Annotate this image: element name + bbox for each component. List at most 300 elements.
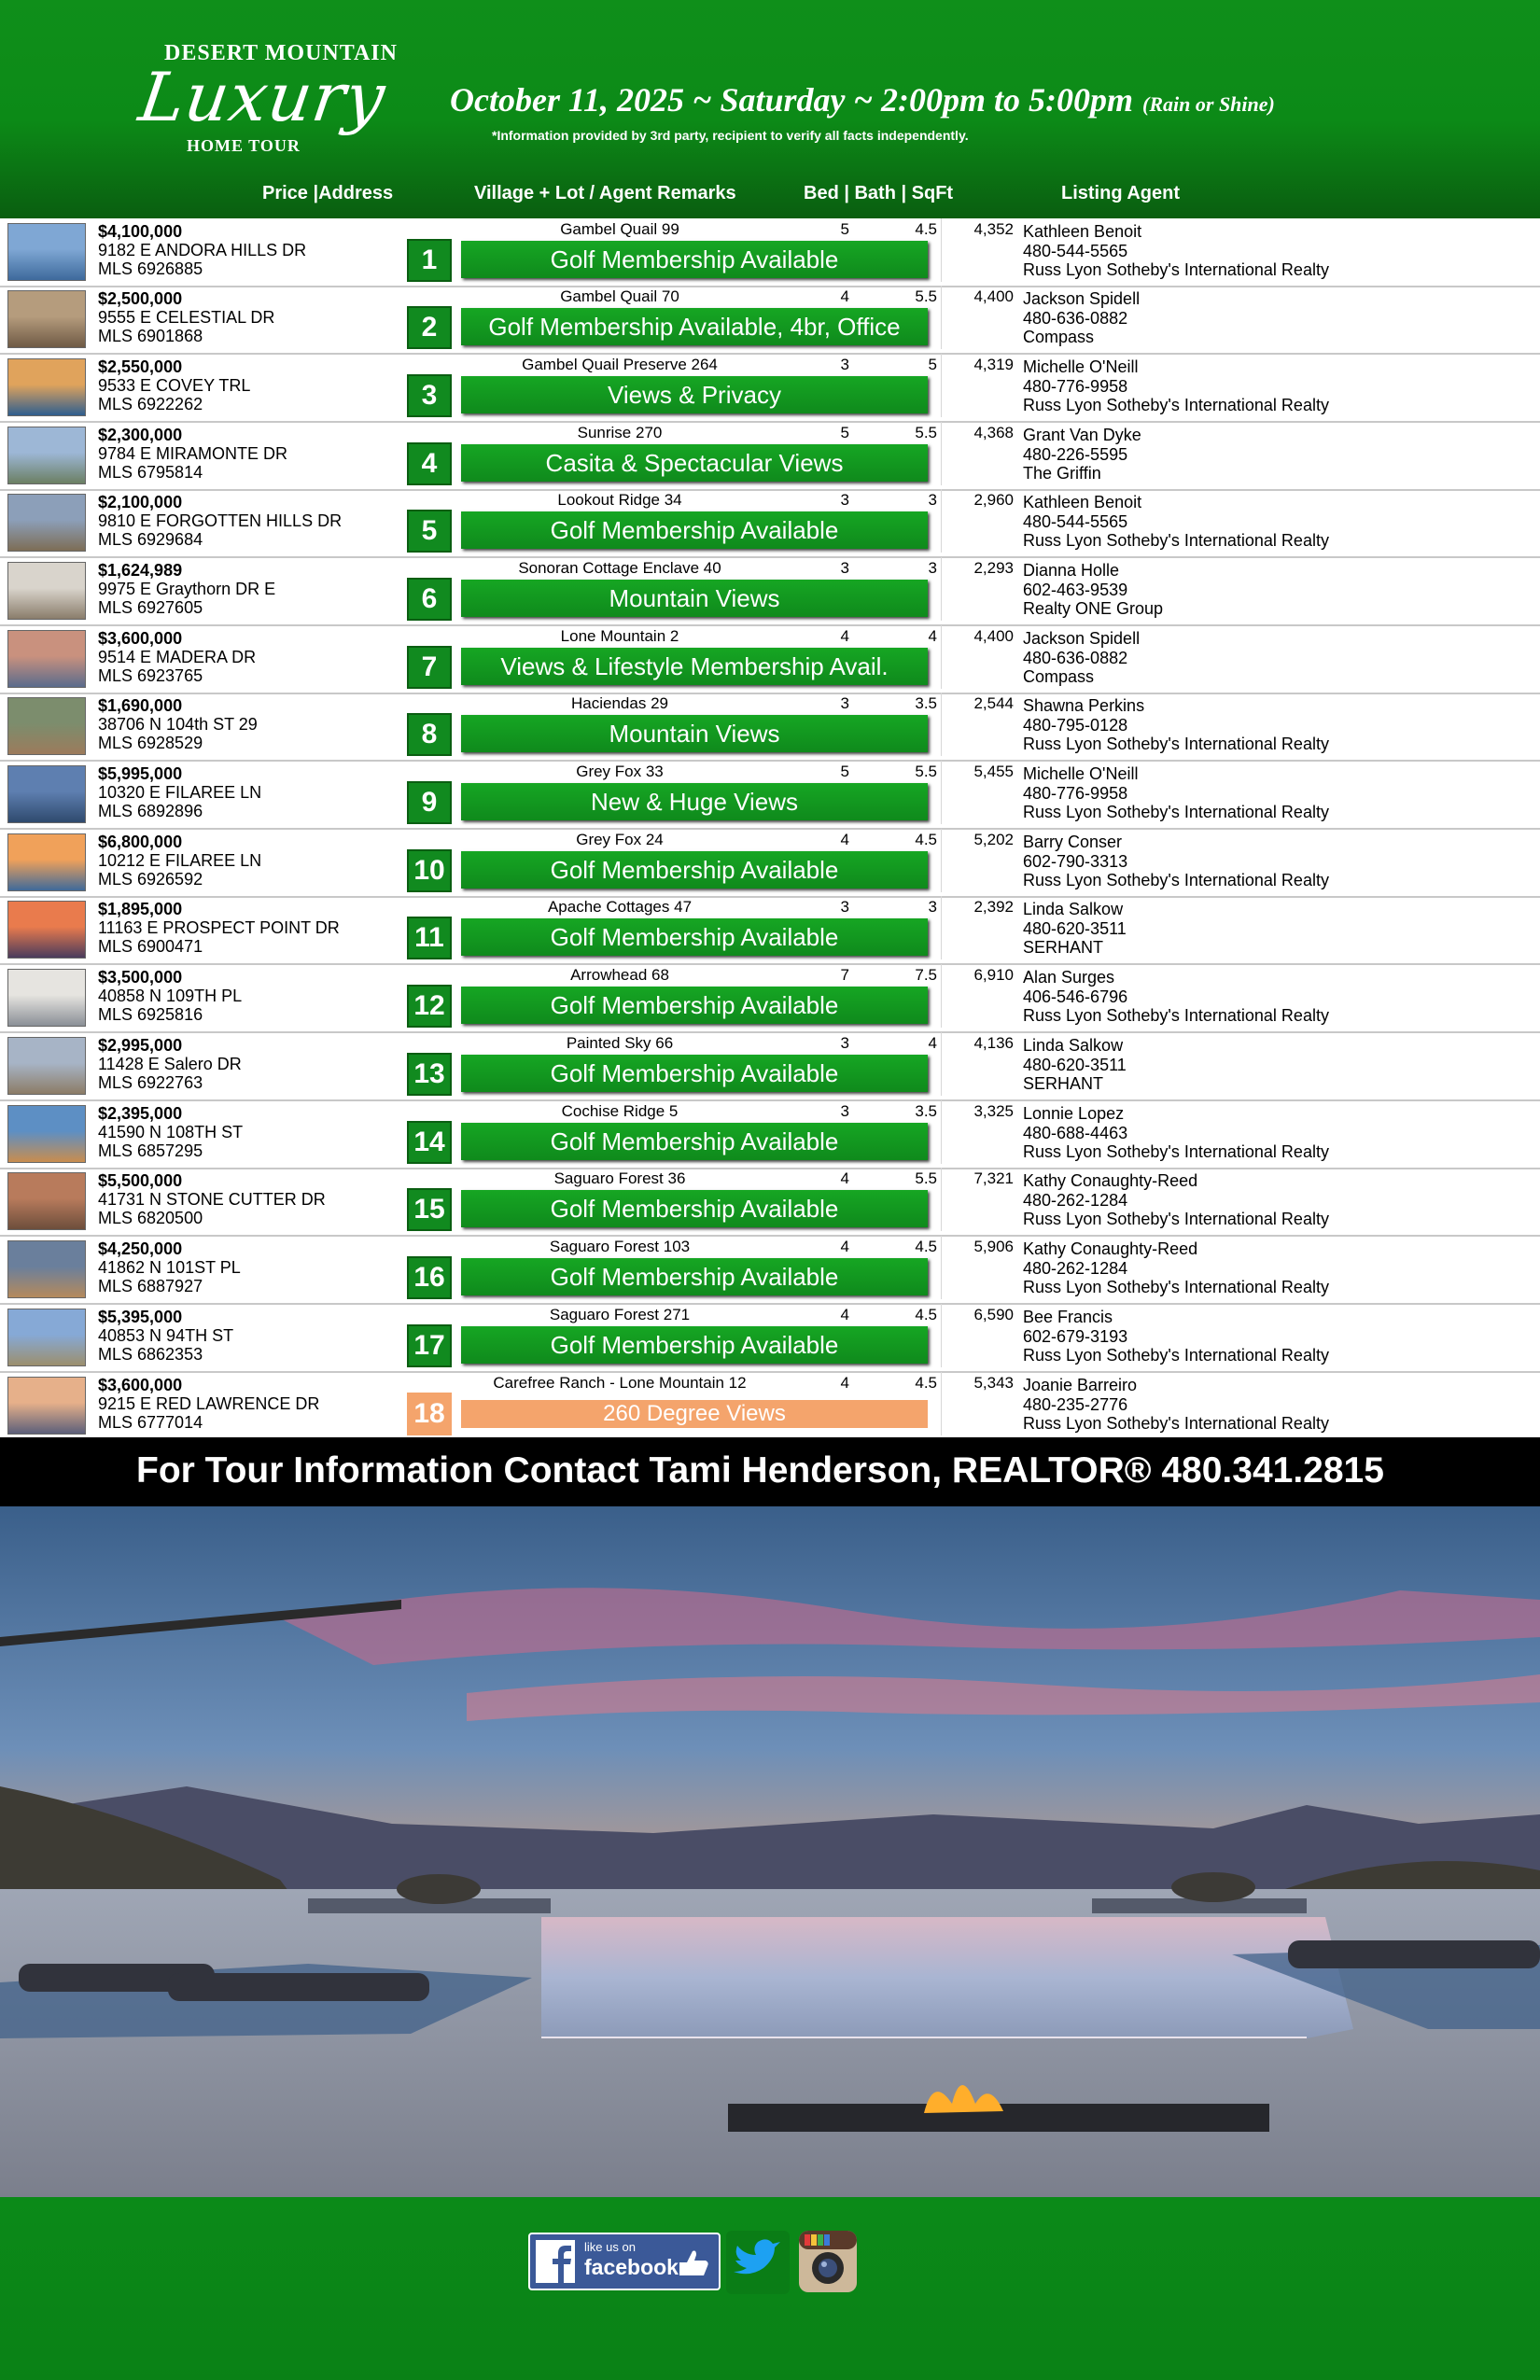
instagram-icon[interactable] (797, 2229, 859, 2294)
listing-village-lot: Grey Fox 24 (576, 831, 664, 848)
agent-company: Russ Lyon Sotheby's International Realty (1023, 1142, 1329, 1161)
listing-remark: Golf Membership Available (461, 1326, 928, 1364)
listing-price: $2,100,000 (98, 493, 183, 511)
listing-thumbnail[interactable] (7, 1172, 86, 1230)
agent-company: Russ Lyon Sotheby's International Realty (1023, 1414, 1329, 1433)
contact-bar (0, 1437, 1540, 1506)
listing-sqft: 3,325 (973, 1102, 1014, 1120)
column-divider (941, 1100, 942, 1164)
listing-bed: 5 (840, 763, 849, 780)
agent-company: Russ Lyon Sotheby's International Realty (1023, 871, 1329, 889)
footer-banner (0, 2197, 1540, 2380)
listing-number-badge: 15 (407, 1188, 452, 1231)
listing-price: $3,500,000 (98, 968, 183, 987)
listing-bath: 5 (928, 356, 937, 373)
listing-sqft: 5,343 (973, 1374, 1014, 1392)
listing-address: 9215 E RED LAWRENCE DR (98, 1394, 320, 1413)
listing-number-badge: 14 (407, 1121, 452, 1164)
listing-village-lot: Apache Cottages 47 (547, 898, 693, 916)
listing-remark: Golf Membership Available (461, 1055, 928, 1092)
listing-row (0, 1032, 1540, 1101)
agent-phone[interactable]: 602-679-3193 (1023, 1326, 1128, 1346)
agent-name: Linda Salkow (1023, 1036, 1124, 1055)
agent-name: Joanie Barreiro (1023, 1376, 1138, 1394)
listing-agent (1023, 696, 1329, 754)
listing-bath: 4.5 (915, 220, 937, 238)
listing-price: $2,500,000 (98, 289, 183, 308)
listing-remark: Golf Membership Available (461, 851, 928, 889)
listing-bed: 3 (840, 356, 849, 373)
facebook-label-small: like us on (584, 2240, 636, 2254)
listing-remark: Mountain Views (461, 580, 928, 617)
agent-phone[interactable]: 480-262-1284 (1023, 1190, 1128, 1210)
listing-price: $1,624,989 (98, 561, 183, 580)
agent-name: Jackson Spidell (1023, 629, 1141, 648)
event-weather: (Rain or Shine) (1142, 92, 1275, 116)
agent-name: Michelle O'Neill (1023, 764, 1139, 783)
listing-village-lot: Sonoran Cottage Enclave 40 (518, 559, 721, 577)
agent-name: Kathy Conaughty-Reed (1023, 1239, 1198, 1258)
listing-thumbnail[interactable] (7, 630, 86, 688)
agent-phone[interactable]: 480-620-3511 (1023, 1055, 1127, 1074)
listing-address: 40853 N 94TH ST (98, 1326, 234, 1345)
listing-bed: 3 (840, 1102, 849, 1120)
listing-address: 9784 E MIRAMONTE DR (98, 444, 288, 463)
listing-sqft: 4,400 (973, 287, 1014, 305)
listing-village-lot: Gambel Quail 70 (560, 287, 679, 305)
listing-bath: 3 (928, 491, 937, 509)
listing-village-lot: Gambel Quail 99 (560, 220, 679, 238)
agent-company: Russ Lyon Sotheby's International Realty (1023, 1006, 1329, 1025)
agent-company: Russ Lyon Sotheby's International Realty (1023, 1346, 1329, 1365)
agent-name: Lonnie Lopez (1023, 1104, 1125, 1123)
column-divider (941, 1372, 942, 1435)
agent-company: The Griffin (1023, 464, 1101, 483)
listing-address: 11163 E PROSPECT POINT DR (98, 918, 340, 937)
listing-price: $4,100,000 (98, 222, 183, 241)
listing-village-lot: Saguaro Forest 36 (553, 1169, 686, 1187)
listing-mls: MLS 6926885 (98, 259, 203, 278)
agent-name: Barry Conser (1023, 833, 1123, 851)
agent-company: Russ Lyon Sotheby's International Realty (1023, 1278, 1329, 1296)
agent-phone[interactable]: 480-544-5565 (1023, 241, 1128, 260)
event-date-text: October 11, 2025 ~ Saturday ~ 2:00pm to 5:00pm (450, 81, 1134, 119)
listing-price: $2,995,000 (98, 1036, 183, 1055)
listing-agent (1023, 561, 1163, 619)
listing-agent (1023, 1104, 1329, 1162)
listing-agent (1023, 968, 1329, 1026)
listing-thumbnail[interactable] (7, 901, 86, 959)
listing-thumbnail[interactable] (7, 1105, 86, 1163)
listing-row (0, 218, 1540, 287)
listing-village-lot: Sunrise 270 (577, 424, 663, 441)
agent-company: Compass (1023, 667, 1095, 686)
listing-number-badge: 12 (407, 985, 452, 1028)
listing-number-badge: 17 (407, 1324, 452, 1367)
listing-thumbnail[interactable] (7, 494, 86, 552)
listing-number-badge: 3 (407, 374, 452, 417)
listing-row (0, 1100, 1540, 1169)
listing-sqft: 4,352 (973, 220, 1014, 238)
listing-mls: MLS 6927605 (98, 598, 203, 617)
listing-village-lot: Lone Mountain 2 (560, 627, 679, 645)
listing-address: 9182 E ANDORA HILLS DR (98, 241, 307, 259)
listing-bed: 5 (840, 220, 849, 238)
column-divider (941, 218, 942, 282)
listing-price: $5,500,000 (98, 1171, 183, 1190)
twitter-icon[interactable] (726, 2231, 790, 2294)
listing-mls: MLS 6929684 (98, 530, 203, 549)
listing-bath: 3.5 (915, 694, 937, 712)
listing-price: $2,300,000 (98, 426, 183, 444)
listing-bath: 7.5 (915, 966, 937, 984)
listing-thumbnail[interactable] (7, 1309, 86, 1366)
column-divider (941, 1032, 942, 1096)
listing-number-badge: 2 (407, 306, 452, 349)
listing-row (0, 422, 1540, 491)
agent-name: Shawna Perkins (1023, 696, 1145, 715)
agent-phone[interactable]: 480-795-0128 (1023, 715, 1128, 735)
column-divider (941, 286, 942, 349)
listing-remark: Golf Membership Available (461, 1258, 928, 1295)
column-divider (941, 829, 942, 892)
listing-sqft: 5,202 (973, 831, 1014, 848)
agent-phone[interactable]: 480-776-9958 (1023, 783, 1128, 803)
listing-address: 9555 E CELESTIAL DR (98, 308, 275, 327)
column-divider (941, 896, 942, 959)
listing-price: $2,395,000 (98, 1104, 183, 1123)
listing-remark: Mountain Views (461, 715, 928, 752)
listing-address: 10320 E FILAREE LN (98, 783, 262, 802)
listing-address: 41862 N 101ST PL (98, 1258, 241, 1277)
listing-number-badge: 8 (407, 713, 452, 756)
listing-thumbnail[interactable] (7, 223, 86, 281)
listing-bed: 4 (840, 1374, 849, 1392)
agent-phone[interactable]: 480-776-9958 (1023, 376, 1128, 396)
listing-address: 9533 E COVEY TRL (98, 376, 251, 395)
agent-name: Bee Francis (1023, 1308, 1113, 1326)
listing-agent (1023, 357, 1329, 415)
listing-price: $2,550,000 (98, 357, 183, 376)
listing-thumbnail[interactable] (7, 1377, 86, 1435)
listing-agent (1023, 289, 1140, 347)
agent-name: Jackson Spidell (1023, 289, 1141, 308)
hero-sunset-pool-image (0, 1506, 1540, 2197)
listing-address: 9975 E Graythorn DR E (98, 580, 276, 598)
listing-bath: 3 (928, 898, 937, 916)
contact-text: For Tour Information Contact Tami Henderson, REALTOR® 480.341.2815 (136, 1450, 1384, 1491)
listing-mls: MLS 6925816 (98, 1005, 203, 1024)
agent-phone[interactable]: 480-235-2776 (1023, 1394, 1128, 1414)
listing-village-lot: Saguaro Forest 103 (549, 1238, 691, 1255)
listing-price: $5,995,000 (98, 764, 183, 783)
listing-bed: 3 (840, 898, 849, 916)
listing-village-lot: Painted Sky 66 (566, 1034, 674, 1052)
event-date (450, 80, 1275, 119)
agent-phone[interactable]: 602-790-3313 (1023, 851, 1128, 871)
agent-phone[interactable]: 406-546-6796 (1023, 987, 1128, 1006)
listing-bed: 4 (840, 1306, 849, 1323)
agent-phone[interactable]: 480-636-0882 (1023, 648, 1128, 667)
listing-village-lot: Cochise Ridge 5 (561, 1102, 679, 1120)
listing-row (0, 1236, 1540, 1305)
listing-number-badge: 9 (407, 781, 452, 824)
listing-bed: 3 (840, 1034, 849, 1052)
listing-bath: 5.5 (915, 763, 937, 780)
listing-mls: MLS 6900471 (98, 937, 203, 956)
listing-row (0, 286, 1540, 355)
agent-name: Dianna Holle (1023, 561, 1120, 580)
listing-mls: MLS 6928529 (98, 734, 203, 752)
listing-village-lot: Gambel Quail Preserve 264 (522, 356, 718, 373)
agent-phone[interactable]: 480-620-3511 (1023, 918, 1127, 938)
logo-script: Luxury (134, 58, 391, 136)
column-divider (941, 1304, 942, 1367)
listing-row (0, 625, 1540, 694)
listing-sqft: 4,319 (973, 356, 1014, 373)
listing-agent (1023, 833, 1329, 890)
listing-number-badge: 18 (407, 1393, 452, 1435)
logo-brand: DESERT MOUNTAIN (164, 41, 398, 65)
listing-price: $1,895,000 (98, 900, 183, 918)
listing-sqft: 6,910 (973, 966, 1014, 984)
listing-thumbnail[interactable] (7, 427, 86, 484)
listing-mls: MLS 6923765 (98, 666, 203, 685)
agent-name: Michelle O'Neill (1023, 357, 1139, 376)
column-divider (941, 489, 942, 553)
listing-bath: 5.5 (915, 424, 937, 441)
listing-remark: Views & Privacy (461, 376, 928, 413)
column-header-agent: Listing Agent (1061, 183, 1181, 203)
listing-number-badge: 4 (407, 442, 452, 485)
listing-number-badge: 5 (407, 510, 452, 553)
listing-agent (1023, 1376, 1329, 1434)
listing-price: $6,800,000 (98, 833, 183, 851)
listing-remark: New & Huge Views (461, 783, 928, 820)
listing-row (0, 1168, 1540, 1237)
agent-name: Grant Van Dyke (1023, 426, 1141, 444)
agent-company: Russ Lyon Sotheby's International Realty (1023, 1210, 1329, 1228)
listing-village-lot: Grey Fox 33 (576, 763, 664, 780)
agent-phone[interactable]: 480-226-5595 (1023, 444, 1128, 464)
listing-mls: MLS 6820500 (98, 1209, 203, 1227)
listing-number-badge: 10 (407, 849, 452, 892)
listing-thumbnail[interactable] (7, 1037, 86, 1095)
listing-number-badge: 16 (407, 1256, 452, 1299)
listing-number-badge: 1 (407, 239, 452, 282)
listing-address: 11428 E Salero DR (98, 1055, 242, 1073)
listing-village-lot: Carefree Ranch - Lone Mountain 12 (493, 1374, 747, 1392)
agent-company: SERHANT (1023, 938, 1104, 957)
listing-remark: Golf Membership Available (461, 987, 928, 1024)
listing-mls: MLS 6857295 (98, 1141, 203, 1160)
listing-thumbnail[interactable] (7, 833, 86, 891)
agent-phone[interactable]: 480-262-1284 (1023, 1258, 1128, 1278)
listing-price: $1,690,000 (98, 696, 183, 715)
listing-remark: Golf Membership Available, 4br, Office (461, 308, 928, 345)
agent-phone[interactable]: 480-544-5565 (1023, 511, 1128, 531)
listing-address: 41731 N STONE CUTTER DR (98, 1190, 326, 1209)
listing-remark: Golf Membership Available (461, 511, 928, 549)
listing-agent (1023, 222, 1329, 280)
listing-sqft: 4,368 (973, 424, 1014, 441)
listing-remark: Golf Membership Available (461, 1190, 928, 1227)
listing-sqft: 4,400 (973, 627, 1014, 645)
logo-subbrand: HOME TOUR (187, 136, 301, 155)
listing-number-badge: 13 (407, 1053, 452, 1096)
listing-thumbnail[interactable] (7, 358, 86, 416)
listing-bath: 5.5 (915, 287, 937, 305)
listing-thumbnail[interactable] (7, 969, 86, 1027)
listing-row (0, 1304, 1540, 1373)
listing-bath: 4 (928, 1034, 937, 1052)
listing-remark: Golf Membership Available (461, 918, 928, 956)
listing-agent (1023, 764, 1329, 822)
listing-village-lot: Saguaro Forest 271 (549, 1306, 691, 1323)
listing-remark: Golf Membership Available (461, 241, 928, 278)
listing-bath: 4.5 (915, 1238, 937, 1255)
column-divider (941, 354, 942, 417)
agent-company: Compass (1023, 328, 1095, 346)
listing-bath: 4.5 (915, 1306, 937, 1323)
listing-agent (1023, 493, 1329, 551)
twitter-bird-graphic (726, 2231, 790, 2294)
listing-agent (1023, 1308, 1329, 1365)
listing-bath: 3.5 (915, 1102, 937, 1120)
facebook-icon[interactable] (528, 2233, 721, 2290)
listing-village-lot: Arrowhead 68 (570, 966, 669, 984)
agent-name: Alan Surges (1023, 968, 1115, 987)
listing-thumbnail[interactable] (7, 562, 86, 620)
listing-bath: 3 (928, 559, 937, 577)
agent-phone[interactable]: 480-688-4463 (1023, 1123, 1128, 1142)
listing-row (0, 1372, 1540, 1441)
listing-row (0, 557, 1540, 626)
column-divider (941, 964, 942, 1028)
listing-thumbnail[interactable] (7, 765, 86, 823)
column-header-bed-bath-sqft: Bed | Bath | SqFt (804, 183, 954, 203)
listing-sqft: 2,960 (973, 491, 1014, 509)
listing-agent (1023, 629, 1140, 687)
listing-sqft: 5,455 (973, 763, 1014, 780)
listing-price: $3,600,000 (98, 1376, 183, 1394)
column-divider (941, 1168, 942, 1231)
listings-table (0, 218, 1540, 1437)
instagram-camera-graphic (797, 2229, 859, 2294)
listing-agent (1023, 426, 1141, 483)
listing-address: 40858 N 109TH PL (98, 987, 243, 1005)
facebook-label: facebook (584, 2255, 679, 2279)
listing-bed: 4 (840, 627, 849, 645)
listing-address: 9514 E MADERA DR (98, 648, 257, 666)
listing-row (0, 829, 1540, 898)
listing-price: $5,395,000 (98, 1308, 183, 1326)
listing-remark: Views & Lifestyle Membership Avail. (461, 648, 928, 685)
listing-address: 9810 E FORGOTTEN HILLS DR (98, 511, 343, 530)
listing-mls: MLS 6887927 (98, 1277, 203, 1295)
listing-sqft: 6,590 (973, 1306, 1014, 1323)
listing-sqft: 7,321 (973, 1169, 1014, 1187)
listing-bed: 5 (840, 424, 849, 441)
listing-row (0, 761, 1540, 830)
agent-phone[interactable]: 480-636-0882 (1023, 308, 1128, 328)
listing-row (0, 489, 1540, 558)
listing-bed: 3 (840, 559, 849, 577)
listing-mls: MLS 6862353 (98, 1345, 203, 1364)
listing-mls: MLS 6901868 (98, 327, 203, 345)
listing-address: 10212 E FILAREE LN (98, 851, 262, 870)
agent-company: SERHANT (1023, 1074, 1104, 1093)
column-divider (941, 761, 942, 824)
listing-agent (1023, 1036, 1127, 1094)
listing-bath: 4.5 (915, 831, 937, 848)
listing-village-lot: Haciendas 29 (571, 694, 668, 712)
listing-bed: 7 (840, 966, 849, 984)
agent-company: Russ Lyon Sotheby's International Realty (1023, 396, 1329, 414)
listing-row (0, 354, 1540, 423)
listing-row (0, 693, 1540, 762)
listing-sqft: 2,544 (973, 694, 1014, 712)
listing-mls: MLS 6922763 (98, 1073, 203, 1092)
listing-number-badge: 7 (407, 646, 452, 689)
listing-address: 41590 N 108TH ST (98, 1123, 244, 1141)
listing-mls: MLS 6892896 (98, 802, 203, 820)
column-divider (941, 557, 942, 621)
listing-sqft: 5,906 (973, 1238, 1014, 1255)
listing-bed: 4 (840, 1169, 849, 1187)
listing-sqft: 2,392 (973, 898, 1014, 916)
listing-mls: MLS 6777014 (98, 1413, 203, 1432)
listing-number-badge: 11 (407, 917, 452, 959)
agent-company: Russ Lyon Sotheby's International Realty (1023, 735, 1329, 753)
listing-price: $3,600,000 (98, 629, 183, 648)
agent-name: Kathy Conaughty-Reed (1023, 1171, 1198, 1190)
listing-thumbnail[interactable] (7, 290, 86, 348)
hero-photo (0, 1506, 1540, 2197)
listing-bath: 4 (928, 627, 937, 645)
listing-bed: 4 (840, 831, 849, 848)
listing-thumbnail[interactable] (7, 1240, 86, 1298)
listing-remark: 260 Degree Views (461, 1400, 928, 1428)
listing-mls: MLS 6922262 (98, 395, 203, 413)
listing-mls: MLS 6926592 (98, 870, 203, 889)
listing-row (0, 896, 1540, 965)
column-header-price-address: Price |Address (262, 183, 394, 203)
agent-company: Russ Lyon Sotheby's International Realty (1023, 260, 1329, 279)
column-divider (941, 422, 942, 485)
listing-agent (1023, 1239, 1329, 1297)
listing-remark: Casita & Spectacular Views (461, 444, 928, 482)
agent-name: Kathleen Benoit (1023, 493, 1142, 511)
listing-agent (1023, 1171, 1329, 1229)
listing-thumbnail[interactable] (7, 697, 86, 755)
listing-bed: 4 (840, 287, 849, 305)
listing-bath: 5.5 (915, 1169, 937, 1187)
listing-bed: 3 (840, 694, 849, 712)
listing-agent (1023, 900, 1127, 958)
listing-village-lot: Lookout Ridge 34 (557, 491, 682, 509)
listing-sqft: 4,136 (973, 1034, 1014, 1052)
agent-name: Kathleen Benoit (1023, 222, 1142, 241)
column-divider (941, 625, 942, 689)
listing-number-badge: 6 (407, 578, 452, 621)
listing-bath: 4.5 (915, 1374, 937, 1392)
listing-row (0, 964, 1540, 1033)
agent-phone[interactable]: 602-463-9539 (1023, 580, 1128, 599)
agent-name: Linda Salkow (1023, 900, 1124, 918)
agent-company: Russ Lyon Sotheby's International Realty (1023, 531, 1329, 550)
listing-sqft: 2,293 (973, 559, 1014, 577)
